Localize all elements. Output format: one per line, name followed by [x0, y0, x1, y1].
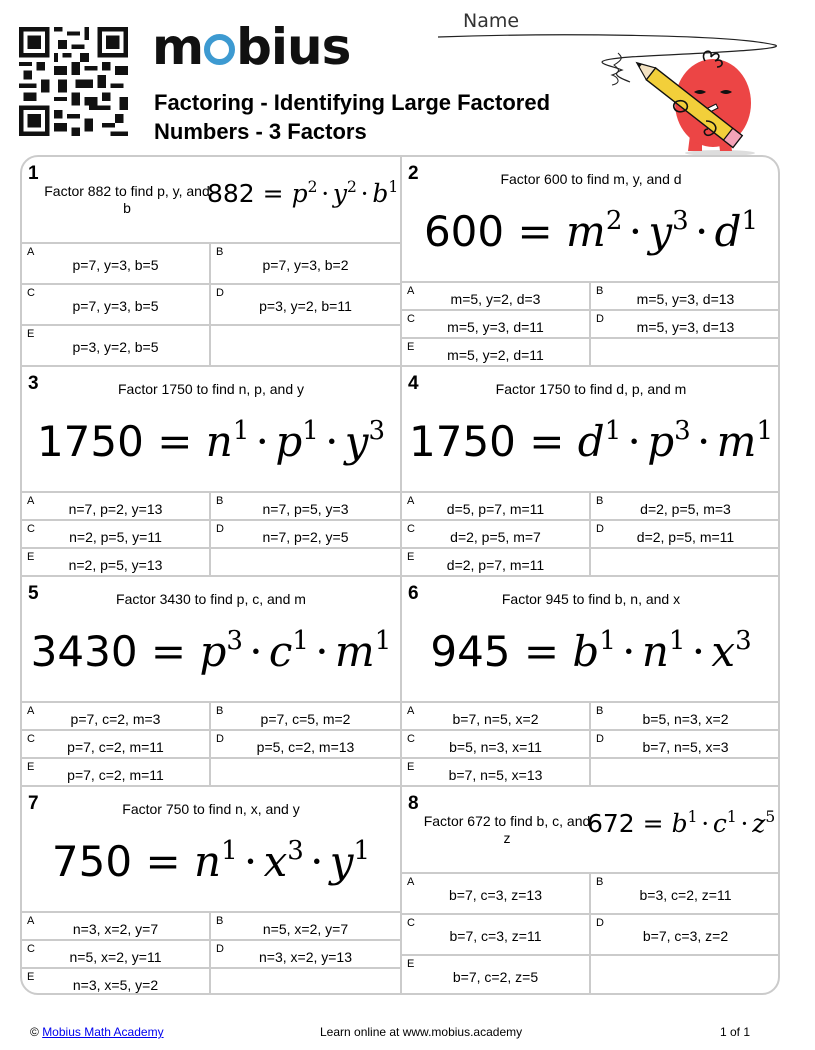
answer-option-d[interactable]: D b=7, c=3, z=2 [591, 913, 780, 954]
answer-option-a[interactable]: A n=7, p=2, y=13 [22, 491, 211, 519]
question-number: 1 [28, 163, 39, 184]
answer-options [22, 242, 400, 365]
answer-option-d[interactable]: D d=2, p=5, m=11 [591, 519, 780, 547]
answer-options [22, 701, 400, 785]
equation: $1750 = n^1 \cdot p^1 \cdot y^3$ [36, 416, 386, 466]
question-prompt: Factor 3430 to find p, c, and m [116, 591, 306, 607]
question-prompt: Factor 600 to find m, y, and d [500, 171, 682, 187]
mobius-logo: m bius [152, 18, 351, 76]
answer-option-c[interactable]: C p=7, c=2, m=11 [22, 729, 211, 757]
question-header [402, 577, 780, 701]
answer-option-e[interactable]: E b=7, n=5, x=13 [402, 757, 591, 785]
equation: $3430 = p^3 \cdot c^1 \cdot m^1$ [30, 626, 392, 676]
question-2 [402, 157, 780, 367]
question-8 [402, 787, 780, 995]
answer-option-c[interactable]: C d=2, p=5, m=7 [402, 519, 591, 547]
answer-option-d[interactable]: D m=5, y=3, d=13 [591, 309, 780, 337]
qr-code [18, 27, 129, 136]
answer-option-e[interactable]: E n=2, p=5, y=13 [22, 547, 211, 575]
answer-option-a[interactable]: A b=7, c=3, z=13 [402, 872, 591, 913]
answer-option-c[interactable]: C b=5, n=3, x=11 [402, 729, 591, 757]
equation: $600 = m^2 \cdot y^3 \cdot d^1$ [423, 206, 759, 256]
answer-option-d[interactable]: D b=7, n=5, x=3 [591, 729, 780, 757]
question-number: 4 [408, 373, 419, 394]
answer-empty [591, 954, 780, 995]
footer-learn-online: Learn online at www.mobius.academy [320, 1025, 523, 1039]
equation: $672 = b^1 \cdot c^1 \cdot z^5$ [587, 807, 776, 838]
question-header [22, 157, 400, 242]
equation: $945 = b^1 \cdot n^1 \cdot x^3$ [430, 626, 752, 676]
equation: $882 = p^2 \cdot y^2 \cdot b^1$ [207, 177, 399, 208]
answer-option-c[interactable]: C n=2, p=5, y=11 [22, 519, 211, 547]
answer-options [402, 281, 780, 365]
answer-option-b[interactable]: B p=7, y=3, b=2 [211, 242, 400, 283]
answer-option-e[interactable]: E p=3, y=2, b=5 [22, 324, 211, 365]
question-grid [20, 155, 780, 995]
answer-empty [591, 337, 780, 365]
answer-option-e[interactable]: E m=5, y=2, d=11 [402, 337, 591, 365]
question-header [402, 367, 780, 491]
logo-o-icon [204, 34, 235, 65]
footer-copyright: © Mobius Math Academy [30, 1025, 164, 1039]
question-header [22, 367, 400, 491]
answer-option-b[interactable]: B b=3, c=2, z=11 [591, 872, 780, 913]
answer-option-e[interactable]: E n=3, x=5, y=2 [22, 967, 211, 995]
answer-options [402, 701, 780, 785]
question-prompt: Factor 882 to find p, y, and b [44, 183, 210, 216]
answer-option-d[interactable]: D p=5, c=2, m=13 [211, 729, 400, 757]
answer-option-a[interactable]: A p=7, y=3, b=5 [22, 242, 211, 283]
answer-option-b[interactable]: B d=2, p=5, m=3 [591, 491, 780, 519]
answer-option-e[interactable]: E d=2, p=7, m=11 [402, 547, 591, 575]
question-prompt: Factor 1750 to find d, p, and m [495, 381, 687, 397]
answer-option-c[interactable]: C b=7, c=3, z=11 [402, 913, 591, 954]
answer-empty [211, 547, 400, 575]
question-prompt: Factor 672 to find b, c, and z [423, 813, 591, 846]
equation: $1750 = d^1 \cdot p^3 \cdot m^1$ [409, 416, 773, 466]
answer-options [402, 872, 780, 995]
answer-option-b[interactable]: B n=5, x=2, y=7 [211, 911, 400, 939]
question-number: 6 [408, 583, 419, 604]
answer-option-a[interactable]: A b=7, n=5, x=2 [402, 701, 591, 729]
question-prompt: Factor 750 to find n, x, and y [122, 801, 300, 817]
question-header [402, 157, 780, 281]
answer-option-b[interactable]: B n=7, p=5, y=3 [211, 491, 400, 519]
mobius-academy-link[interactable]: Mobius Math Academy [42, 1025, 164, 1039]
answer-option-a[interactable]: A d=5, p=7, m=11 [402, 491, 591, 519]
answer-options [22, 911, 400, 995]
answer-option-a[interactable]: A m=5, y=2, d=3 [402, 281, 591, 309]
answer-option-e[interactable]: E p=7, c=2, m=11 [22, 757, 211, 785]
answer-option-b[interactable]: B p=7, c=5, m=2 [211, 701, 400, 729]
mascot-pencil-icon [610, 45, 770, 155]
question-number: 7 [28, 793, 39, 814]
answer-option-e[interactable]: E b=7, c=2, z=5 [402, 954, 591, 995]
answer-option-b[interactable]: B m=5, y=3, d=13 [591, 281, 780, 309]
question-number: 2 [408, 163, 419, 184]
answer-option-a[interactable]: A p=7, c=2, m=3 [22, 701, 211, 729]
answer-option-d[interactable]: D n=3, x=2, y=13 [211, 939, 400, 967]
answer-options [22, 491, 400, 575]
answer-option-c[interactable]: C n=5, x=2, y=11 [22, 939, 211, 967]
question-5 [22, 577, 402, 787]
question-3 [22, 367, 402, 577]
answer-option-c[interactable]: C m=5, y=3, d=11 [402, 309, 591, 337]
answer-empty [591, 547, 780, 575]
answer-option-a[interactable]: A n=3, x=2, y=7 [22, 911, 211, 939]
answer-option-b[interactable]: B b=5, n=3, x=2 [591, 701, 780, 729]
question-7 [22, 787, 402, 995]
answer-option-d[interactable]: D p=3, y=2, b=11 [211, 283, 400, 324]
question-prompt: Factor 1750 to find n, p, and y [117, 381, 304, 397]
question-1 [22, 157, 402, 367]
question-number: 5 [28, 583, 39, 604]
name-label: Name [463, 10, 520, 32]
question-header [22, 787, 400, 911]
answer-option-d[interactable]: D n=7, p=2, y=5 [211, 519, 400, 547]
answer-empty [211, 967, 400, 995]
page-number: 1 of 1 [720, 1025, 751, 1039]
answer-empty [211, 757, 400, 785]
answer-empty [591, 757, 780, 785]
answer-options [402, 491, 780, 575]
question-number: 8 [408, 793, 419, 814]
question-6 [402, 577, 780, 787]
answer-empty [211, 324, 400, 365]
question-header [22, 577, 400, 701]
worksheet-title: Factoring - Identifying Large Factored Numbers - 3 Factors [154, 90, 551, 144]
equation: $750 = n^1 \cdot x^3 \cdot y^1$ [51, 836, 371, 886]
answer-option-c[interactable]: C p=7, y=3, b=5 [22, 283, 211, 324]
question-4 [402, 367, 780, 577]
question-number: 3 [28, 373, 39, 394]
question-header [402, 787, 780, 872]
question-prompt: Factor 945 to find b, n, and x [501, 591, 681, 607]
